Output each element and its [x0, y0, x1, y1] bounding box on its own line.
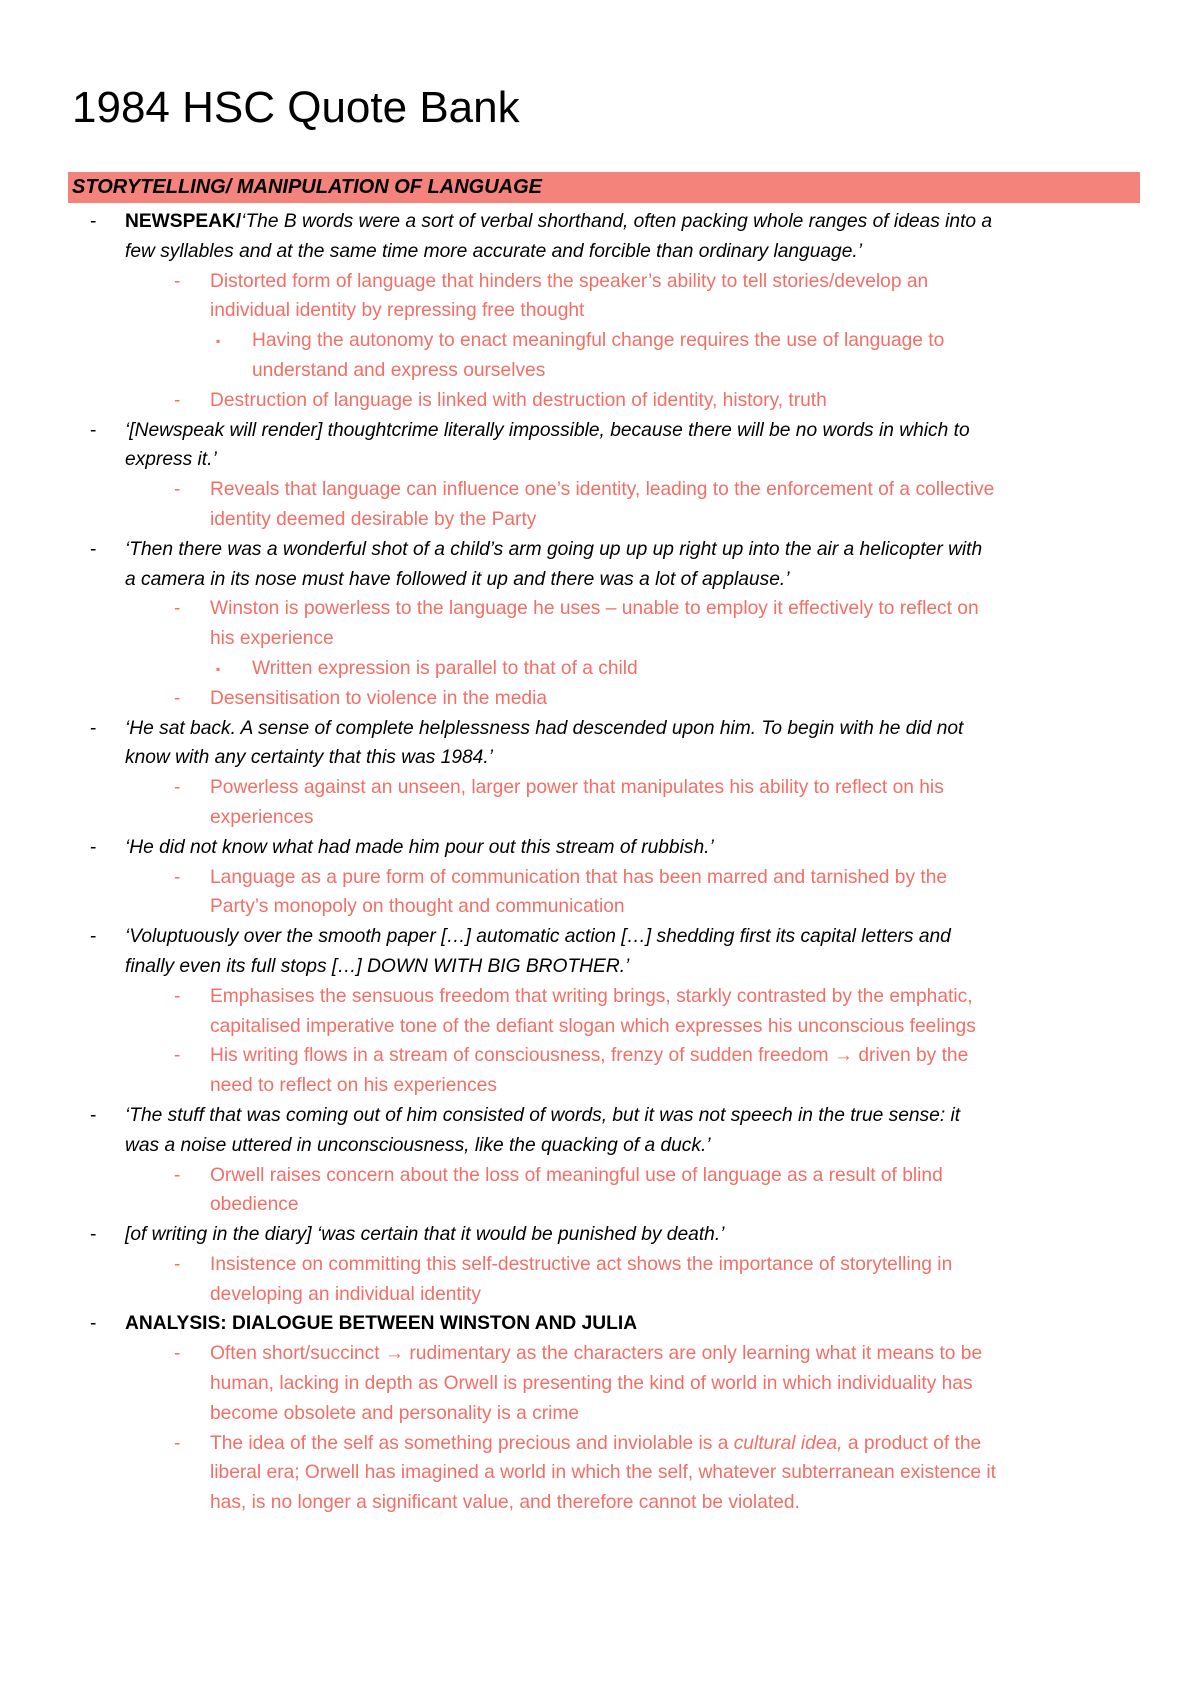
analysis-note-continuation [0, 296, 1200, 326]
analysis-note [0, 1339, 1200, 1369]
analysis-note-continuation [0, 505, 1200, 535]
quote-text: a camera in its nose must have followed it up and there was a lot of applause.’ [125, 568, 790, 590]
sub-analysis-note [0, 326, 1200, 356]
note-text: Desensitisation to violence in the media [210, 687, 548, 709]
analysis-note [0, 594, 1200, 624]
quote-continuation [0, 237, 1200, 267]
dash-marker: - [174, 389, 181, 411]
dash-marker: - [90, 211, 97, 232]
quote-text: few syllables and at the same time more accurate and forcible than ordinary language.’ [125, 240, 862, 262]
note-text: Reveals that language can influence one’s identity, leading to the enforcement of a collective [210, 479, 995, 501]
quote-text: ‘Then there was a wonderful shot of a child’s arm going up up up right up into the air a helicopter with [125, 538, 983, 560]
dash-marker: - [174, 1164, 181, 1186]
analysis-note [0, 1429, 1200, 1459]
section-header: STORYTELLING/ MANIPULATION OF LANGUAGE [68, 172, 1140, 203]
quote-item [0, 1101, 1200, 1131]
dash-marker: - [174, 1343, 181, 1365]
quote-text: ‘The stuff that was coming out of him consisted of words, but it was not speech in the true sense: it [125, 1104, 961, 1126]
note-text: understand and express ourselves [252, 359, 546, 381]
dash-marker: - [174, 1253, 181, 1275]
quote-continuation [0, 565, 1200, 595]
analysis-note-continuation [0, 1280, 1200, 1310]
dash-marker: - [174, 270, 181, 292]
analysis-note [0, 267, 1200, 297]
quote-text: ‘The B words were a sort of verbal shorthand, often packing whole ranges of ideas into a [241, 211, 993, 232]
dash-marker: - [90, 1104, 97, 1126]
dash-marker: - [90, 1313, 97, 1335]
analysis-note-continuation [0, 1369, 1200, 1399]
analysis-note-continuation [0, 1458, 1200, 1488]
quote-continuation [0, 1131, 1200, 1161]
analysis-note [0, 982, 1200, 1012]
note-text: capitalised imperative tone of the defiant slogan which expresses his unconscious feelings [210, 1015, 976, 1037]
note-text: Orwell raises concern about the loss of meaningful use of language as a result of blind [210, 1164, 943, 1186]
square-bullet-icon: ▪ [216, 334, 221, 349]
note-text: a product of the [842, 1432, 982, 1454]
note-text: The idea of the self as something precious and inviolable is a [210, 1432, 734, 1454]
quote-item [0, 833, 1200, 863]
item-label: NEWSPEAK/ [125, 211, 242, 232]
analysis-note-continuation [0, 1012, 1200, 1042]
quote-text: finally even its full stops […] DOWN WITH BIG BROTHER.’ [125, 955, 630, 977]
note-text: identity deemed desirable by the Party [210, 508, 537, 530]
note-text: Language as a pure form of communication that has been marred and tarnished by the [210, 866, 948, 888]
dash-marker: - [90, 717, 97, 739]
note-text: liberal era; Orwell has imagined a world in which the self, whatever subterranean existence it [210, 1462, 997, 1484]
analysis-note-continuation [0, 1071, 1200, 1101]
dash-marker: - [174, 1432, 181, 1454]
quote-item [0, 416, 1200, 446]
dash-marker: - [90, 538, 97, 560]
dash-marker: - [174, 777, 181, 799]
quote-continuation [0, 445, 1200, 475]
analysis-note-continuation [0, 1190, 1200, 1220]
note-text: experiences [210, 806, 314, 828]
quote-text: [of writing in the diary] ‘was certain that it would be punished by death.’ [125, 1224, 725, 1246]
analysis-note [0, 773, 1200, 803]
analysis-note [0, 684, 1200, 714]
dash-marker: - [174, 479, 181, 501]
analysis-note-continuation [0, 624, 1200, 654]
square-bullet-icon: ▪ [216, 661, 221, 676]
quote-continuation [0, 952, 1200, 982]
note-text: Often short/succinct → rudimentary as the characters are only learning what it means to be [210, 1343, 983, 1365]
quote-continuation [0, 743, 1200, 773]
quote-item [0, 714, 1200, 744]
note-text: Having the autonomy to enact meaningful change requires the use of language to [252, 330, 945, 352]
quote-text: ‘He sat back. A sense of complete helplessness had descended upon him. To begin with he did not [125, 717, 964, 739]
note-text: obedience [210, 1194, 299, 1216]
dash-marker: - [90, 836, 97, 858]
note-text: human, lacking in depth as Orwell is presenting the kind of world in which individuality has [210, 1373, 973, 1395]
note-text: Insistence on committing this self-destructive act shows the importance of storytelling in [210, 1253, 953, 1275]
dash-marker: - [174, 985, 181, 1007]
analysis-note [0, 863, 1200, 893]
quote-text: express it.’ [125, 449, 217, 471]
note-text: Written expression is parallel to that of a child [252, 657, 638, 679]
analysis-note-continuation [0, 1488, 1200, 1518]
analysis-note [0, 386, 1200, 416]
note-text: Powerless against an unseen, larger power that manipulates his ability to reflect on his [210, 777, 944, 799]
note-text: Distorted form of language that hinders the speaker’s ability to tell stories/develop an [210, 270, 929, 292]
quote-list [0, 207, 1200, 1518]
dash-marker: - [90, 926, 97, 948]
quote-text: know with any certainty that this was 1984.’ [125, 747, 493, 769]
analysis-note-continuation [0, 1399, 1200, 1429]
page-title: 1984 HSC Quote Bank [72, 83, 520, 132]
note-text: Emphasises the sensuous freedom that writing brings, starkly contrasted by the emphatic, [210, 985, 973, 1007]
dash-marker: - [174, 1045, 181, 1067]
note-text: Winston is powerless to the language he uses – unable to employ it effectively to reflect on [210, 598, 979, 620]
note-text: his experience [210, 628, 334, 650]
analysis-note-continuation [0, 803, 1200, 833]
note-text: become obsolete and personality is a crime [210, 1402, 580, 1424]
quote-item [0, 922, 1200, 952]
sub-analysis-note [0, 654, 1200, 684]
quote-text: was a noise uttered in unconsciousness, like the quacking of a duck.’ [125, 1134, 711, 1156]
quote-item [0, 1220, 1200, 1250]
emphasis-text: cultural idea, [733, 1432, 843, 1454]
note-text: developing an individual identity [210, 1283, 481, 1305]
quote-item [0, 1309, 1200, 1339]
analysis-note [0, 1161, 1200, 1191]
quote-item [0, 535, 1200, 565]
dash-marker: - [90, 1224, 97, 1246]
dash-marker: - [174, 687, 181, 709]
sub-analysis-note-continuation [0, 356, 1200, 386]
analysis-note-continuation [0, 892, 1200, 922]
note-text: Party’s monopoly on thought and communication [210, 896, 625, 918]
quote-text: ‘Voluptuously over the smooth paper […] automatic action […] shedding first its capital letters and [125, 926, 951, 948]
dash-marker: - [174, 866, 181, 888]
dash-marker: - [174, 598, 181, 620]
quote-text: ‘[Newspeak will render] thoughtcrime literally impossible, because there will be no words in which to [125, 419, 970, 441]
note-text: need to reflect on his experiences [210, 1075, 497, 1097]
analysis-note [0, 1041, 1200, 1071]
quote-item [0, 207, 1200, 237]
note-text: His writing flows in a stream of consciousness, frenzy of sudden freedom → driven by the [210, 1045, 969, 1067]
dash-marker: - [90, 419, 97, 441]
quote-text: ‘He did not know what had made him pour out this stream of rubbish.’ [125, 836, 714, 858]
note-text: individual identity by repressing free thought [210, 300, 585, 322]
analysis-note [0, 1250, 1200, 1280]
item-label: ANALYSIS: DIALOGUE BETWEEN WINSTON AND JULIA [125, 1313, 638, 1335]
note-text: has, is no longer a significant value, and therefore cannot be violated. [210, 1492, 800, 1514]
analysis-note [0, 475, 1200, 505]
note-text: Destruction of language is linked with destruction of identity, history, truth [210, 389, 827, 411]
